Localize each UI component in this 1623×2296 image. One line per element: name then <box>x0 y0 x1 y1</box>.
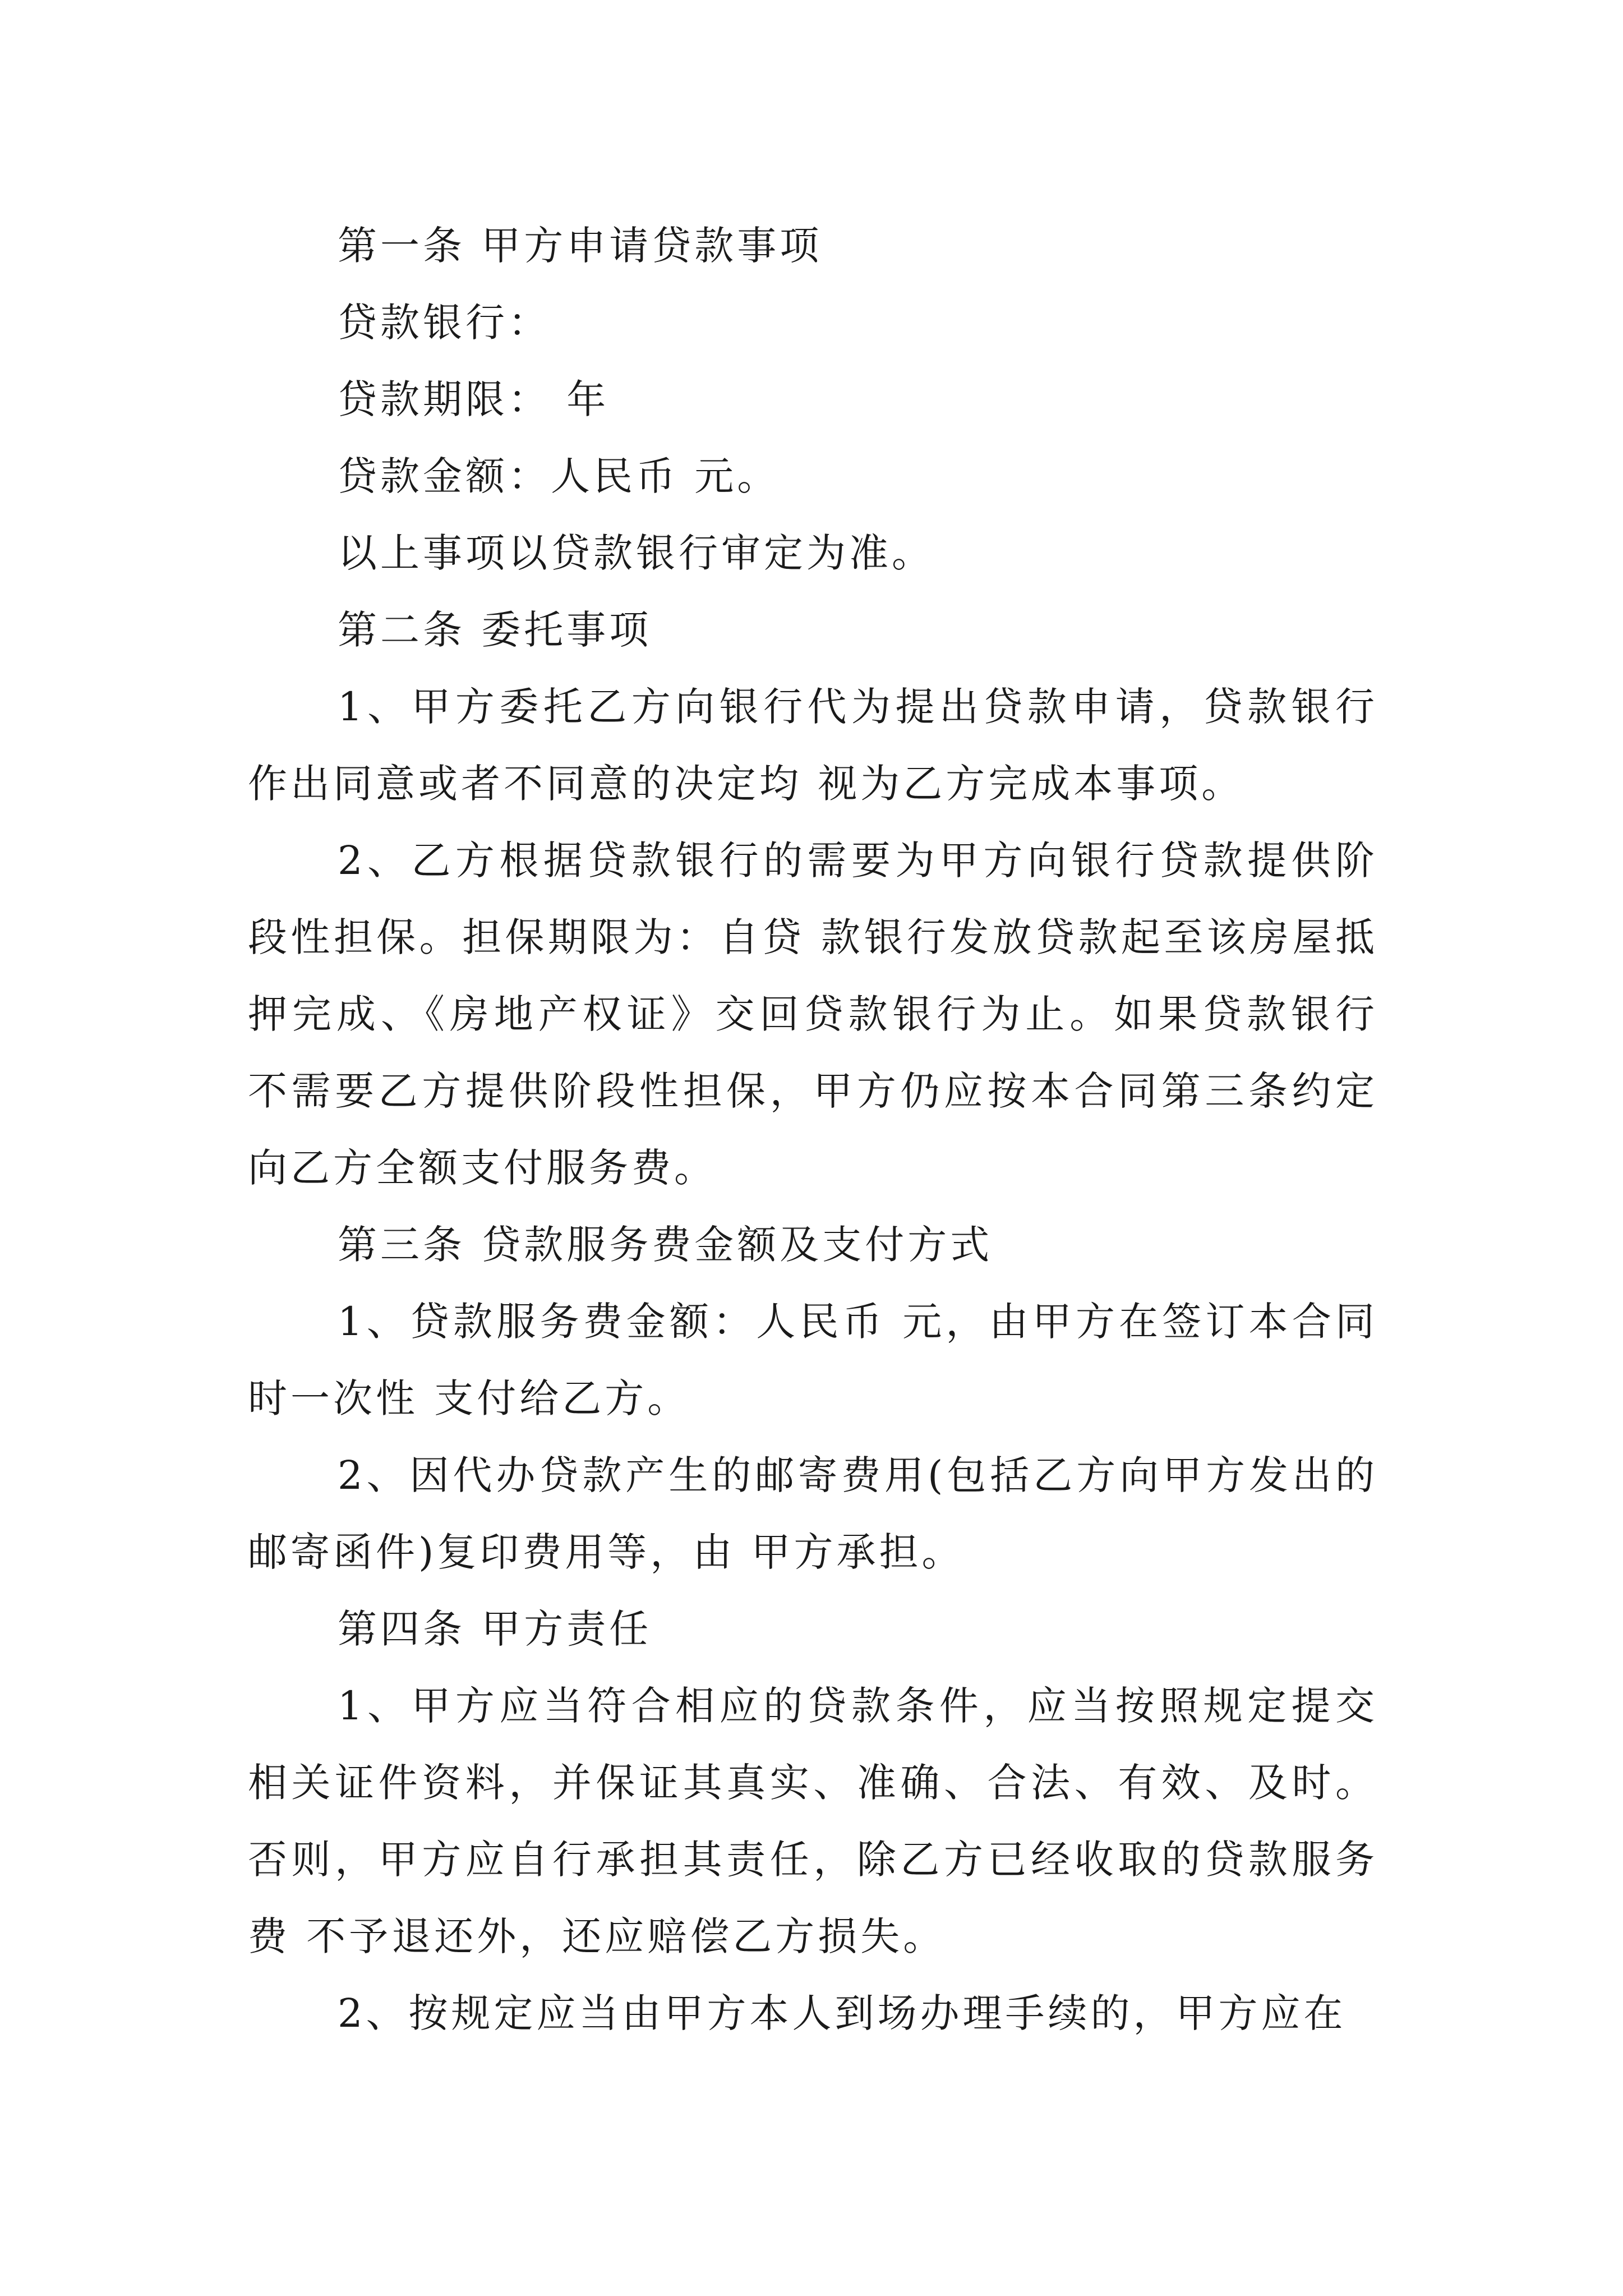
article-3-clause-1: 1、贷款服务费金额：人民币 元，由甲方在签订本合同时一次性 支付给乙方。 <box>248 1299 1378 1421</box>
article-3-heading: 第三条 贷款服务费金额及支付方式 <box>338 1222 993 1268</box>
article-2-clause-2: 2、乙方根据贷款银行的需要为甲方向银行贷款提供阶段性担保。担保期限为：自贷 款银行发放贷款起至该房屋抵押完成、《房地产权证》交回贷款银行为止。如果贷款银行 不需要乙方提供阶段性担保，甲方仍应按本合同第三条约定向乙方全额支付服务费。 <box>248 838 1378 1191</box>
article-4-heading: 第四条 甲方责任 <box>338 1606 652 1652</box>
loan-bank-line: 贷款银行： <box>338 300 551 346</box>
article-2-heading: 第二条 委托事项 <box>338 607 652 653</box>
loan-amount-line: 贷款金额：人民币 元。 <box>338 453 780 499</box>
article-1-heading: 第一条 甲方申请贷款事项 <box>338 223 823 269</box>
document-body <box>248 208 1378 2052</box>
approval-note: 以上事项以贷款银行审定为准。 <box>338 530 934 576</box>
article-4-clause-1: 1、甲方应当符合相应的贷款条件，应当按照规定提交相关证件资料，并保证其真实、准确、合法、有效、及时。否则，甲方应自行承担其责任，除乙方已经收取的贷款服务费 不予退还外，还应赔偿乙方损失。 <box>248 1683 1378 1959</box>
article-4-clause-2: 2、按规定应当由甲方本人到场办理手续的，甲方应在 <box>338 1990 1347 2036</box>
article-2-clause-1: 1、甲方委托乙方向银行代为提出贷款申请，贷款银行作出同意或者不同意的决定均 视为乙方完成本事项。 <box>248 684 1378 807</box>
loan-term-line: 贷款期限： 年 <box>338 376 610 422</box>
article-3-clause-2: 2、因代办贷款产生的邮寄费用(包括乙方向甲方发出的邮寄函件)复印费用等，由 甲方承担。 <box>248 1452 1378 1575</box>
